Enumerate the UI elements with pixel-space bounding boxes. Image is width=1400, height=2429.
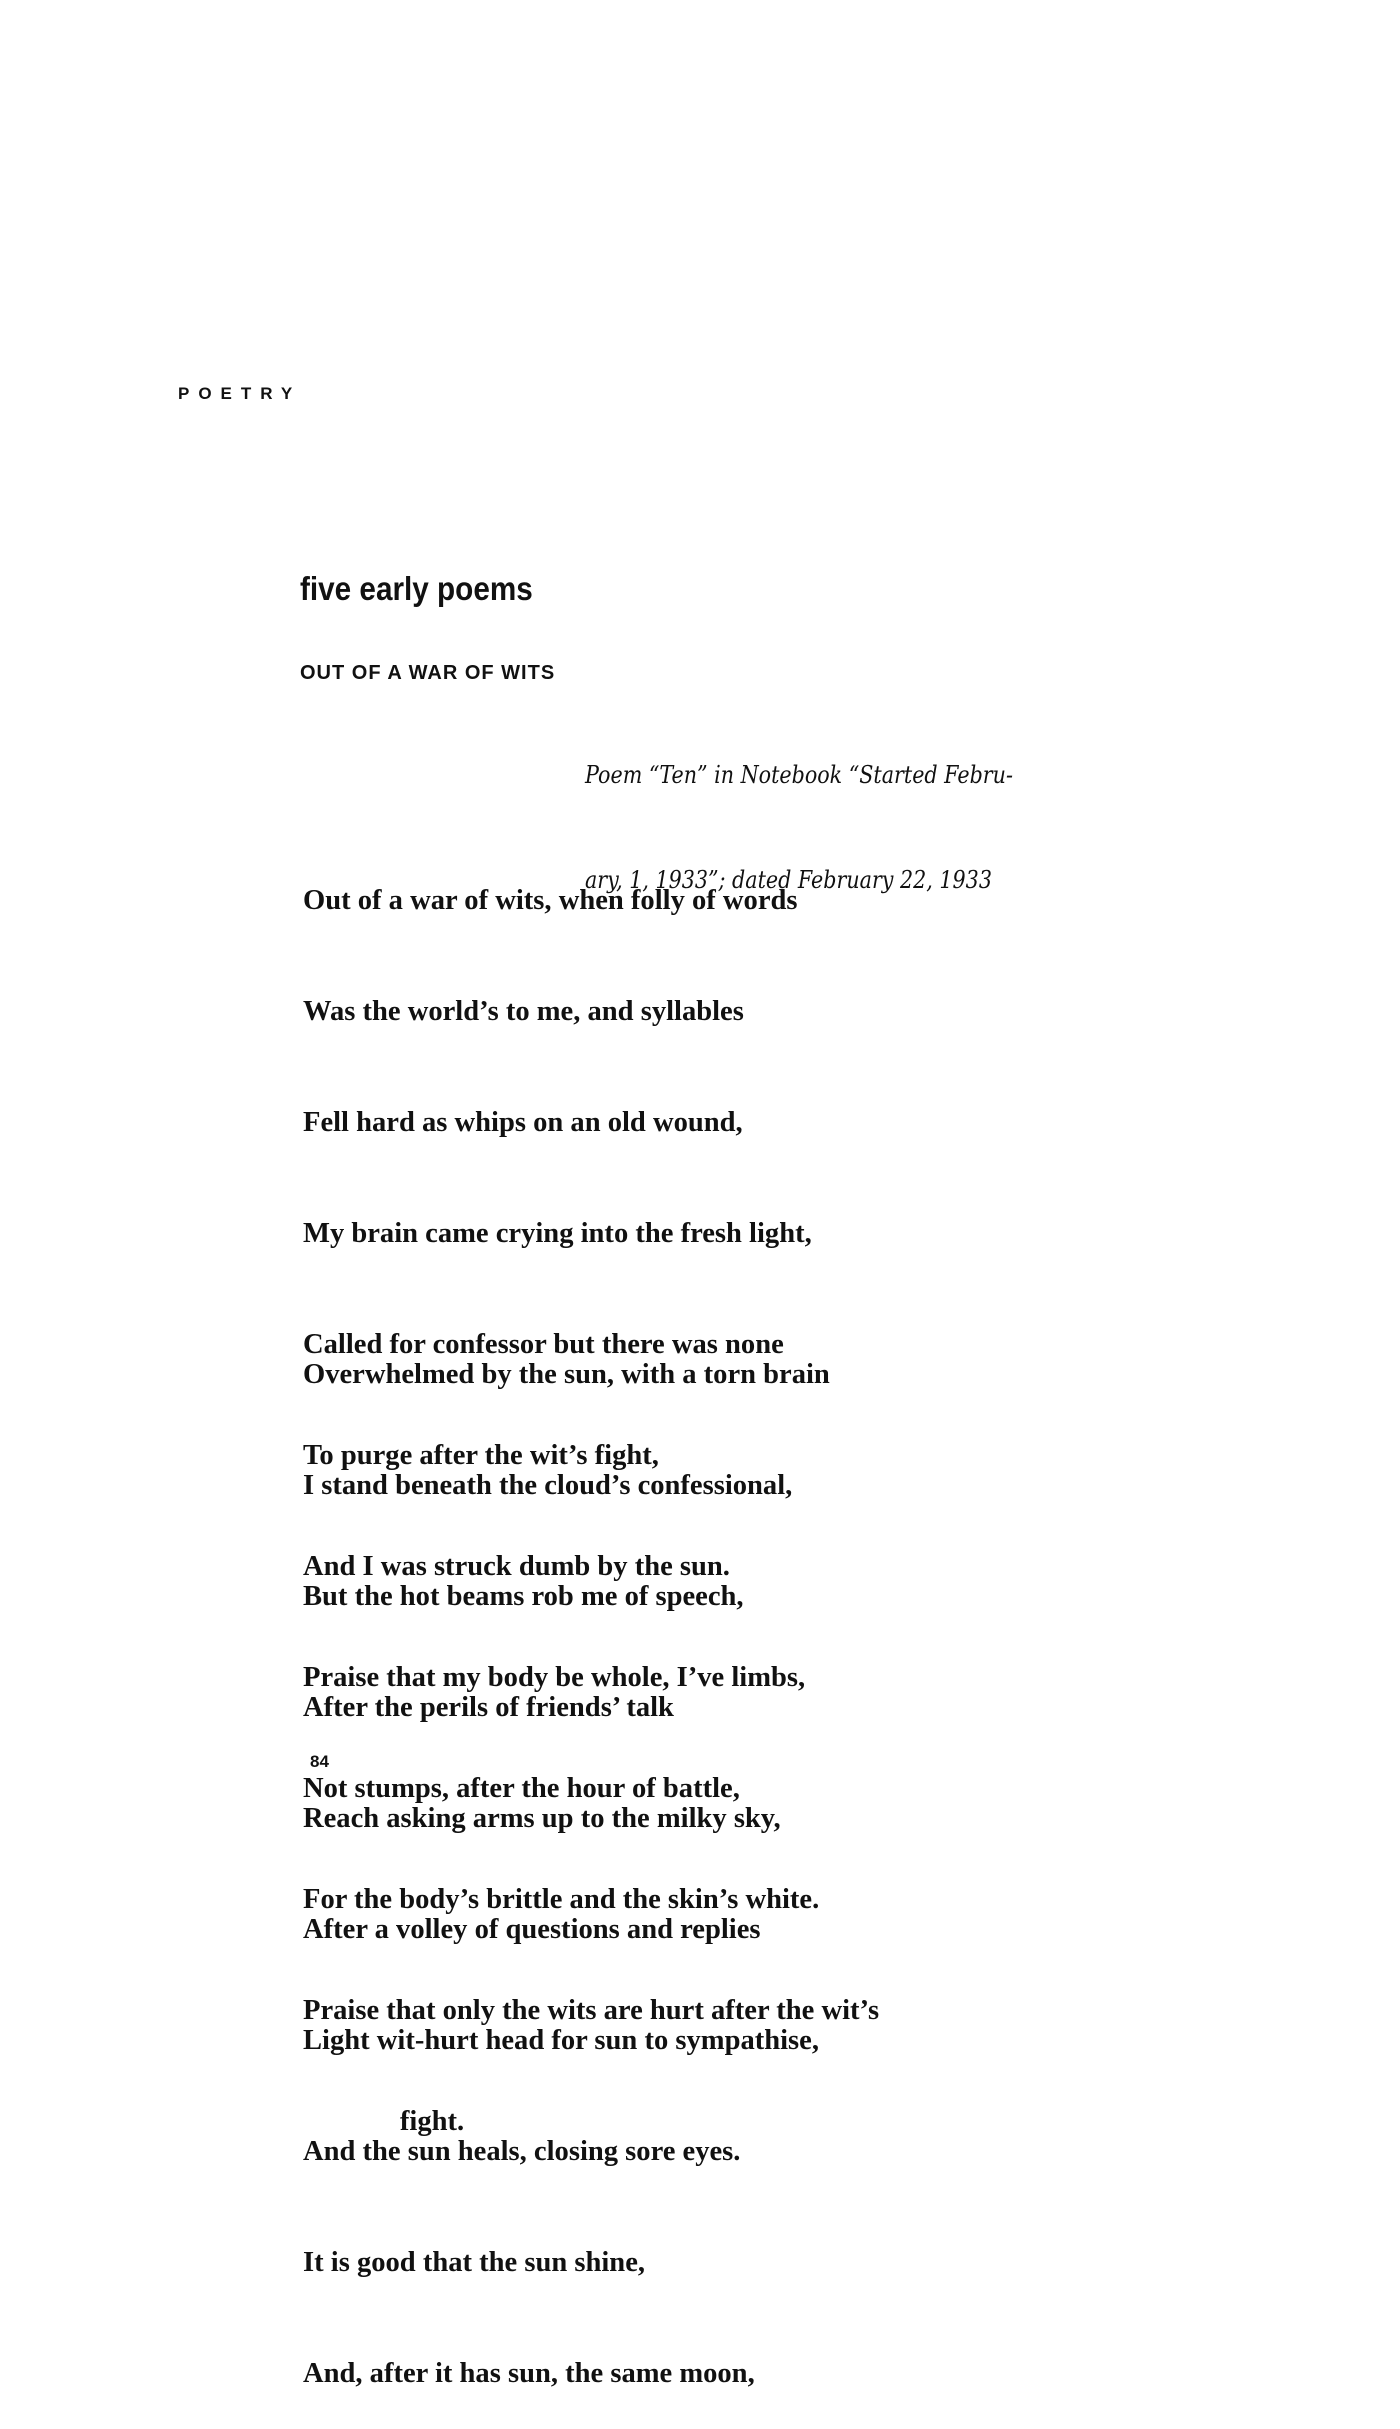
poem-line-continuation: fight.: [399, 2106, 465, 2137]
poem-line: Overwhelmed by the sun, with a torn brain: [303, 1359, 830, 1390]
page-title: five early poems: [300, 570, 533, 607]
note-line: ary, 1, 1933”; dated February 22, 1933: [585, 866, 992, 894]
poem-line: Fell hard as whips on an old wound,: [303, 1107, 743, 1138]
poem-line: And, after it has sun, the same moon,: [303, 2358, 755, 2389]
poem-line: Reach asking arms up to the milky sky,: [303, 1803, 781, 1834]
poem-line: My brain came crying into the fresh light,: [303, 1218, 812, 1249]
poem-line: Light wit-hurt head for sun to sympathise,: [303, 2025, 819, 2056]
poem-line: To purge after the wit’s fight,: [303, 1440, 659, 1471]
poem-line: Called for confessor but there was none: [303, 1329, 784, 1360]
poem-line: I stand beneath the cloud’s confessional,: [303, 1470, 793, 1501]
poem-heading: OUT OF A WAR OF WITS: [300, 662, 556, 684]
poem-line: And I was struck dumb by the sun.: [303, 1551, 730, 1582]
poem-line: For the body’s brittle and the skin’s white.: [303, 1884, 820, 1915]
poem-line: Praise that only the wits are hurt after the wit’s: [303, 1995, 880, 2026]
poem-line: And the sun heals, closing sore eyes.: [303, 2136, 741, 2167]
poem-line: Praise that my body be whole, I’ve limbs,: [303, 1662, 806, 1693]
poem-line: After the perils of friends’ talk: [303, 1692, 674, 1723]
poem-line: Was the world’s to me, and syllables: [303, 996, 744, 1027]
poem-line: But the hot beams rob me of speech,: [303, 1581, 744, 1612]
stanza-2: [303, 1282, 830, 2429]
page-number: 84: [310, 1752, 329, 1771]
poem-line: After a volley of questions and replies: [303, 1914, 761, 1945]
note-line: Poem “Ten” in Notebook “Started Febru-: [585, 761, 1013, 789]
running-head: POETRY: [178, 384, 302, 403]
poem-line: Out of a war of wits, when folly of words: [303, 885, 798, 916]
poem-line: It is good that the sun shine,: [303, 2247, 646, 2278]
poem-line: Not stumps, after the hour of battle,: [303, 1773, 740, 1804]
